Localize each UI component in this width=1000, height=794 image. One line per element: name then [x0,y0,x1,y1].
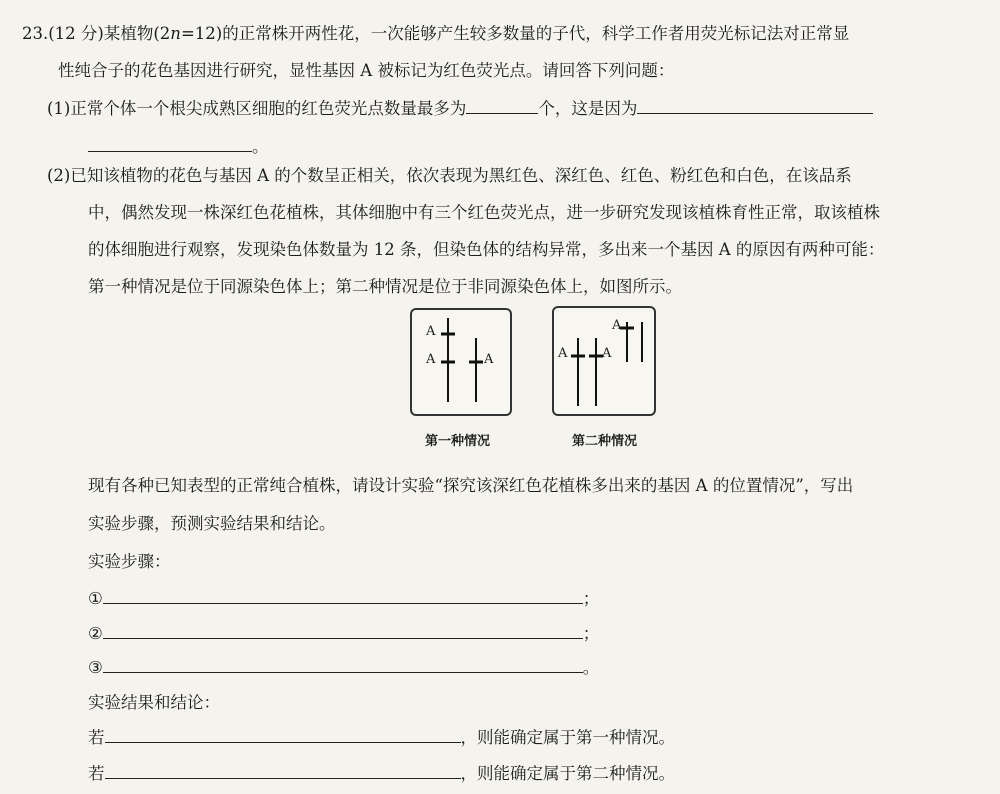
q1-count-blank[interactable] [466,96,538,114]
design-line-2: 实验步骤，预测实验结果和结论。 [88,514,336,533]
caption-case-2: 第二种情况 [572,434,638,449]
gene-label-2c: A [612,318,622,333]
gene-label-2a: A [558,346,568,361]
step-1: ① ； [88,585,599,609]
step-2: ② ； [88,620,599,644]
q1-reason-blank[interactable] [637,96,873,114]
q1-line2: 。 [88,133,269,157]
result-1: 若 ，则能确定属于第一种情况。 [88,724,675,748]
question-header-line2: 性纯合子的花色基因进行研究，显性基因 A 被标记为红色荧光点。请回答下列问题： [58,61,675,80]
gene-label-2b: A [602,346,612,361]
q2-line-4: 第一种情况是位于同源染色体上；第二种情况是位于非同源染色体上，如图所示。 [88,277,682,296]
q2-line-1: (2)已知该植物的花色与基因 A 的个数呈正相关，依次表现为黑红色、深红色、红色、粉红色和白色，在该品系 [47,166,852,185]
step-3: ③ 。 [88,654,599,678]
result-1-blank[interactable] [105,725,461,743]
step-2-blank[interactable] [103,621,583,639]
results-title: 实验结果和结论： [88,693,220,712]
step-3-blank[interactable] [103,655,583,673]
result-2-blank[interactable] [105,761,461,779]
step-1-blank[interactable] [103,586,583,604]
caption-case-1: 第一种情况 [425,434,491,449]
question-header: 23.(12 分)某植物(2n=12)的正常株开两性花，一次能够产生较多数量的子代，科学工作者用荧光标记法对正常显 [22,24,850,43]
gene-label-1a-upper: A [426,324,436,339]
figure-case-1 [410,308,512,416]
gene-label-1a-lower: A [426,352,436,367]
chromosome-diagram-2 [554,308,654,414]
q2-line-3: 的体细胞进行观察，发现染色体数量为 12 条，但染色体的结构异常，多出来一个基因 A 的原因有两种可能： [88,240,885,259]
q2-line-2: 中，偶然发现一株深红色花植株，其体细胞中有三个红色荧光点，进一步研究发现该植株育性正常，取该植株 [88,203,880,222]
q1-reason-blank-continued[interactable] [88,134,252,152]
q1-line: (1)正常个体一个根尖成熟区细胞的红色荧光点数量最多为 个，这是因为 [47,95,873,119]
result-2: 若 ，则能确定属于第二种情况。 [88,760,675,784]
figure-case-2 [552,306,656,416]
gene-label-1b: A [484,352,494,367]
steps-title: 实验步骤： [88,552,171,571]
design-line-1: 现有各种已知表型的正常纯合植株，请设计实验“探究该深红色花植株多出来的基因 A 的位置情况”，写出 [88,476,854,495]
